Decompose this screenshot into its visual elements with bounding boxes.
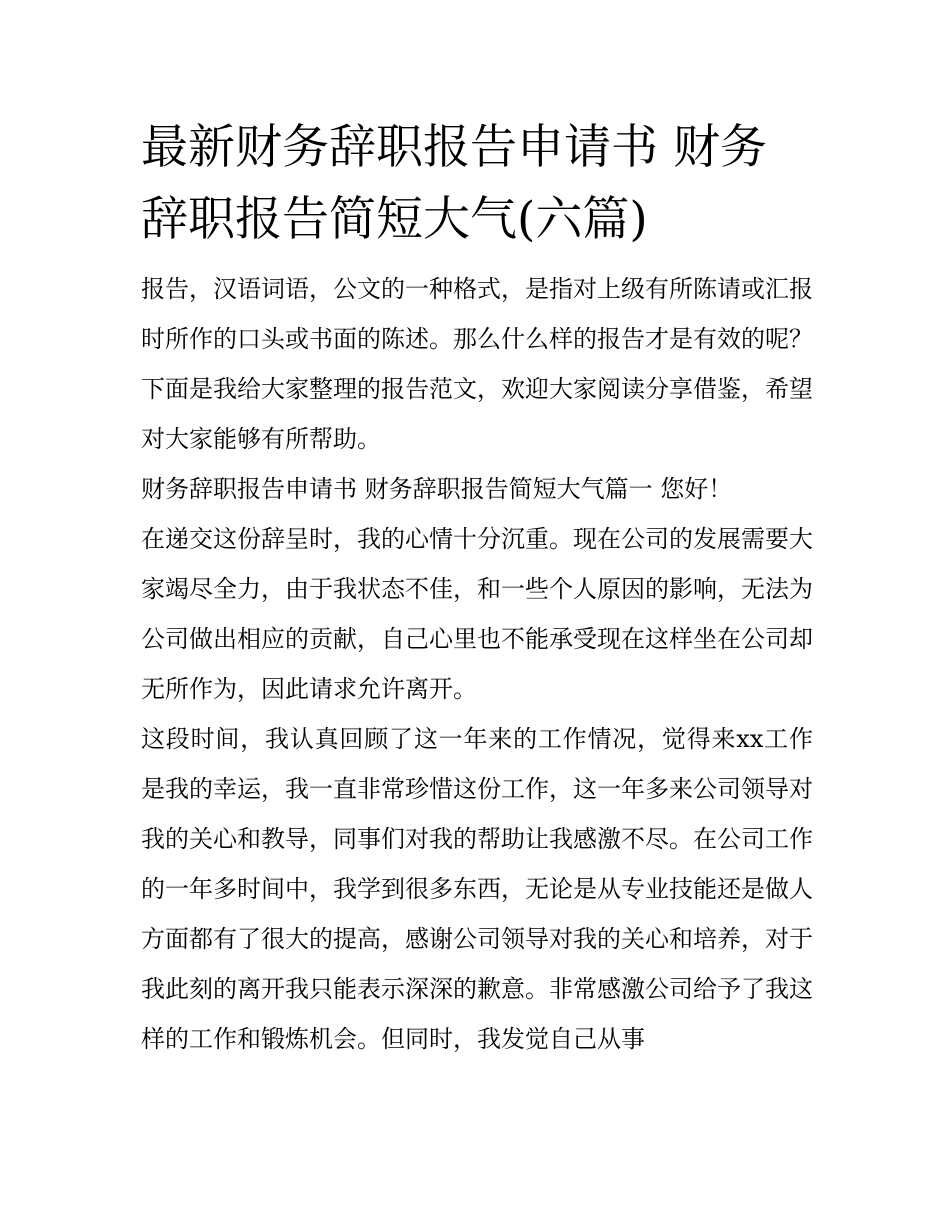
document-title: 最新财务辞职报告申请书 财务辞职报告简短大气(六篇) bbox=[141, 120, 767, 247]
document-body bbox=[141, 112, 813, 1064]
section-heading-line: 财务辞职报告申请书 财务辞职报告简短大气篇一 您好！ bbox=[141, 475, 733, 503]
intro-paragraph: 报告，汉语词语，公文的一种格式，是指对上级有所陈请或汇报时所作的口头或书面的陈述。那么什么样的报告才是有效的呢？下面是我给大家整理的报告范文，欢迎大家阅读分享借鉴，希望对大家能够有所帮助。 bbox=[141, 275, 813, 453]
body-paragraph: 在递交这份辞呈时，我的心情十分沉重。现在公司的发展需要大家竭尽全力，由于我状态不佳，和一些个人原因的影响，无法为公司做出相应的贡献，自己心里也不能承受现在这样坐在公司却无所作为，因此请求允许离开。 bbox=[141, 525, 813, 703]
body-paragraph: 这段时间，我认真回顾了这一年来的工作情况，觉得来xx工作是我的幸运，我一直非常珍惜这份工作，这一年多来公司领导对我的关心和教导，同事们对我的帮助让我感激不尽。在公司工作的一年多时间中，我学到很多东西，无论是从专业技能还是做人方面都有了很大的提高，感谢公司领导对我的关心和培养，对于我此刻的离开我只能表示深深的歉意。非常感激公司给予了我这样的工作和锻炼机会。但同时，我发觉自己从事 bbox=[141, 725, 813, 1053]
